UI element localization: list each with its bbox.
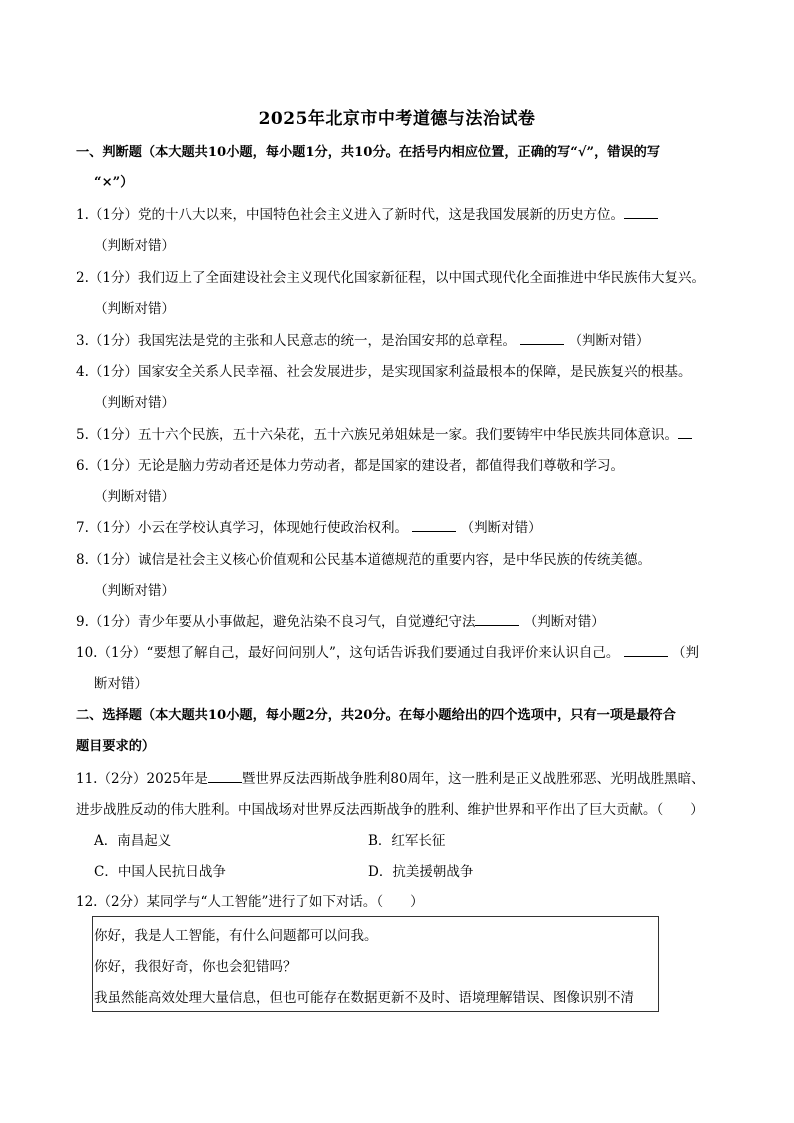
question-8-tail: （判断对错） xyxy=(94,583,175,599)
question-10 xyxy=(76,644,699,662)
question-7-tail: （判断对错） xyxy=(460,520,542,536)
dialog-line-3: 我虽然能高效处理大量信息，但也可能存在数据更新不及时、语境理解错误、图像识别不清 xyxy=(94,990,634,1006)
section-1-header-cont: “×”） xyxy=(94,175,134,190)
section-2-header-cont: 题目要求的） xyxy=(76,739,156,754)
question-10-text: 10.（1分）“要想了解自己，最好问问别人”，这句话告诉我们要通过自我评价来认识自己。 xyxy=(76,645,620,661)
question-9-tail: （判断对错） xyxy=(523,614,605,630)
question-6-tail: （判断对错） xyxy=(94,489,175,505)
question-10-tail-cont: 断对错） xyxy=(94,676,148,692)
question-11-cont: 进步战胜反动的伟大胜利。中国战场对世界反法西斯战争的胜利、维护世界和平作出了巨大贡献。（ ） xyxy=(76,802,704,818)
question-6: 6.（1分）无论是脑力劳动者还是体力劳动者，都是国家的建设者，都值得我们尊敬和学习。 xyxy=(76,458,624,474)
answer-blank-10 xyxy=(624,644,668,657)
question-1-text: 1.（1分）党的十八大以来，中国特色社会主义进入了新时代，这是我国发展新的历史方位。 xyxy=(76,207,624,223)
question-4: 4.（1分）国家安全关系人民幸福、社会发展进步，是实现国家利益最根本的保障，是民族复兴的根基。 xyxy=(76,364,692,380)
question-3-tail: （判断对错） xyxy=(568,333,650,349)
question-7-text: 7.（1分）小云在学校认真学习，体现她行使政治权利。 xyxy=(76,520,408,536)
option-b[interactable]: B．红军长征 xyxy=(368,833,446,849)
page-title: 2025年北京市中考道德与法治试卷 xyxy=(258,109,536,129)
answer-blank-5 xyxy=(678,426,692,439)
option-d[interactable]: D．抗美援朝战争 xyxy=(368,864,474,880)
question-9 xyxy=(76,613,605,631)
question-11 xyxy=(76,770,705,788)
section-1-header: 一、判断题（本大题共10小题，每小题1分，共10分。在括号内相应位置，正确的写“√”，错误的写 xyxy=(76,145,661,160)
question-7 xyxy=(76,519,542,537)
answer-blank-3 xyxy=(520,332,564,345)
option-c[interactable]: C．中国人民抗日战争 xyxy=(94,864,226,880)
question-11-text-a: 11.（2分）2025年是 xyxy=(76,771,208,787)
option-a[interactable]: A．南昌起义 xyxy=(94,833,172,849)
question-4-tail: （判断对错） xyxy=(94,395,175,411)
question-3 xyxy=(76,332,650,350)
question-12: 12.（2分）某同学与“人工智能”进行了如下对话。（ ） xyxy=(76,894,424,910)
question-2-tail: （判断对错） xyxy=(94,301,175,317)
question-1-tail: （判断对错） xyxy=(94,238,175,254)
dialog-line-2: 你好，我很好奇，你也会犯错吗？ xyxy=(94,959,297,975)
dialog-line-1: 你好，我是人工智能，有什么问题都可以问我。 xyxy=(94,928,378,944)
answer-blank-9 xyxy=(475,613,519,626)
answer-blank-7 xyxy=(412,519,456,532)
question-8: 8.（1分）诚信是社会主义核心价值观和公民基本道德规范的重要内容，是中华民族的传统美德。 xyxy=(76,552,651,568)
question-5-text: 5.（1分）五十六个民族，五十六朵花，五十六族兄弟姐妹是一家。我们要铸牢中华民族共同体意识。 xyxy=(76,427,678,443)
section-2-header: 二、选择题（本大题共10小题，每小题2分，共20分。在每小题给出的四个选项中，只有一项是最符合 xyxy=(76,708,676,723)
question-9-text: 9.（1分）青少年要从小事做起，避免沾染不良习气，自觉遵纪守法 xyxy=(76,614,476,630)
answer-blank-11 xyxy=(208,770,242,783)
question-11-text-b: 暨世界反法西斯战争胜利80周年，这一胜利是正义战胜邪恶、光明战胜黑暗、 xyxy=(241,771,705,787)
question-2: 2.（1分）我们迈上了全面建设社会主义现代化国家新征程，以中国式现代化全面推进中华民族伟大复兴。 xyxy=(76,270,705,286)
question-1 xyxy=(76,206,658,224)
question-5 xyxy=(76,426,692,444)
question-10-tail: （判 xyxy=(671,645,699,661)
answer-blank-1 xyxy=(624,206,658,219)
question-3-text: 3.（1分）我国宪法是党的主张和人民意志的统一，是治国安邦的总章程。 xyxy=(76,333,516,349)
